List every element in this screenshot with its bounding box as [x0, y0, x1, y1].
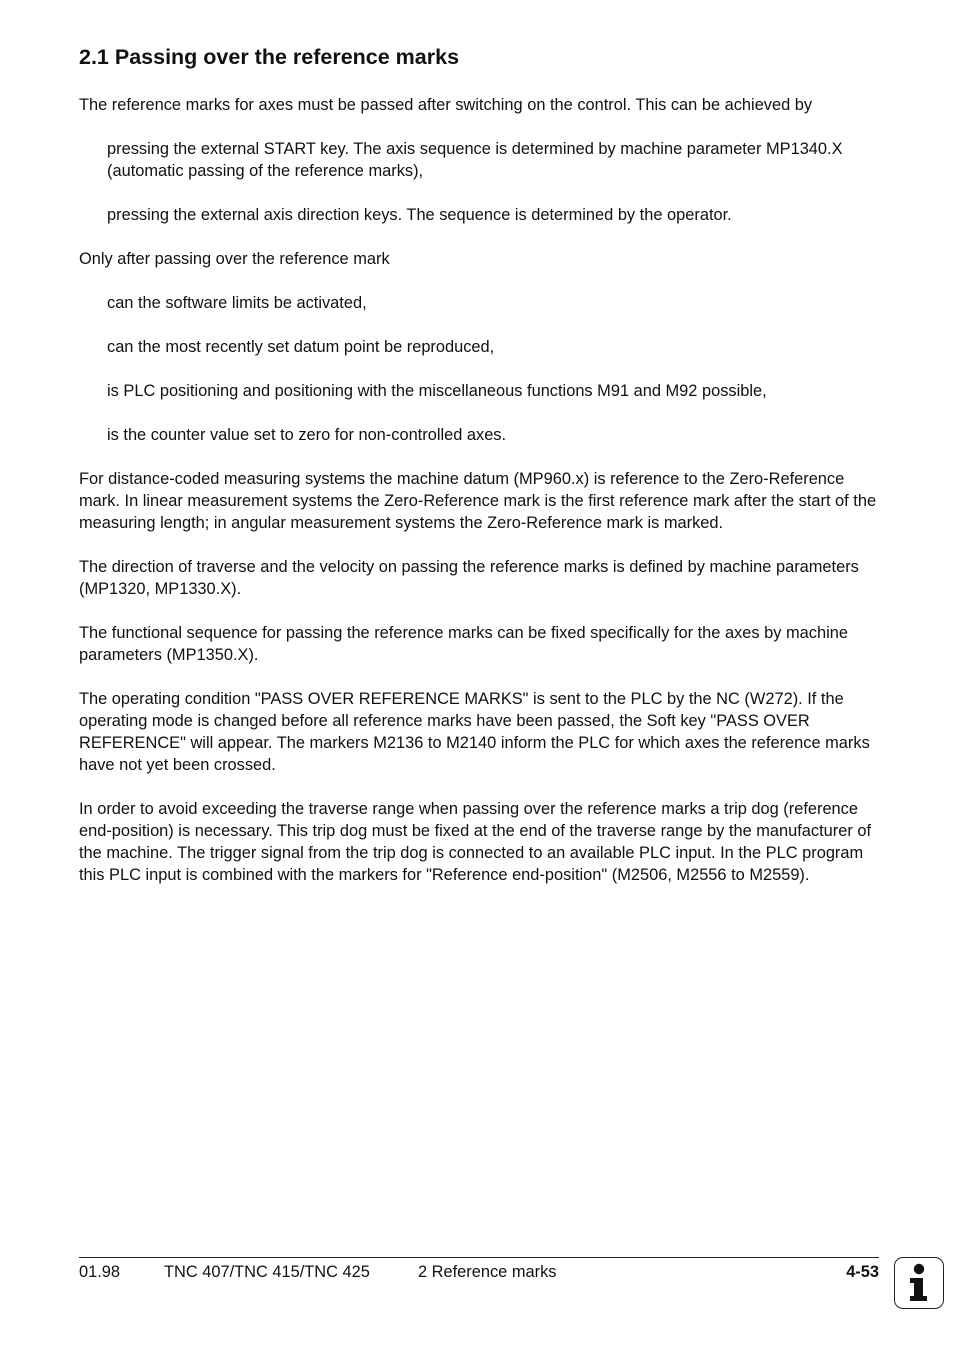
- footer-divider: [79, 1257, 879, 1258]
- consequence-item: is PLC positioning and positioning with the miscellaneous functions M91 and M92 possible,: [107, 382, 767, 400]
- body-paragraph: The functional sequence for passing the reference marks can be fixed specifically for the axes by machine parameters (MP1350.X).: [79, 624, 848, 664]
- page-footer: [79, 1262, 879, 1284]
- info-icon: [894, 1257, 944, 1309]
- only-after-paragraph: Only after passing over the reference mark: [79, 250, 390, 268]
- consequence-item: can the software limits be activated,: [107, 294, 367, 312]
- body-paragraph: The operating condition "PASS OVER REFERENCE MARKS" is sent to the PLC by the NC (W272). If the operating mode is changed before all reference marks have been passed, the Soft key "PASS OVER REFERENCE" will appear. The markers M2136 to M2140 inform the PLC for which axes the reference marks have not yet been crossed.: [79, 690, 870, 774]
- footer-chapter: 2 Reference marks: [418, 1263, 557, 1281]
- body-paragraph: The direction of traverse and the velocity on passing the reference marks is defined by machine parameters (MP1320, MP1330.X).: [79, 558, 859, 598]
- intro-paragraph: The reference marks for axes must be passed after switching on the control. This can be achieved by: [79, 96, 813, 114]
- consequence-item: can the most recently set datum point be reproduced,: [107, 338, 495, 356]
- consequence-item: is the counter value set to zero for non-controlled axes.: [107, 426, 507, 444]
- page-body: [79, 94, 879, 908]
- info-icon-glyph: [895, 1258, 942, 1307]
- footer-date: 01.98: [79, 1263, 121, 1281]
- page-number: 4-53: [846, 1263, 879, 1281]
- method-item: pressing the external START key. The axis sequence is determined by machine parameter MP1340.X (automatic passing of the reference marks),: [107, 140, 843, 180]
- body-paragraph: For distance-coded measuring systems the machine datum (MP960.x) is reference to the Zero-Reference mark. In linear measurement systems the Zero-Reference mark is the first reference mark after the start of the measuring length; in angular measurement systems the Zero-Reference mark is marked.: [79, 470, 877, 532]
- method-item: pressing the external axis direction keys. The sequence is determined by the operator.: [107, 206, 732, 224]
- footer-model: TNC 407/TNC 415/TNC 425: [164, 1263, 370, 1281]
- body-paragraph: In order to avoid exceeding the traverse range when passing over the reference marks a trip dog (reference end-position) is necessary. This trip dog must be fixed at the end of the traverse range by the manufacturer of the machine. The trigger signal from the trip dog is connected to an available PLC input. In the PLC program this PLC input is combined with the markers for "Reference end-position" (M2506, M2556 to M2559).: [79, 800, 872, 884]
- page-title: 2.1 Passing over the reference marks: [79, 45, 460, 69]
